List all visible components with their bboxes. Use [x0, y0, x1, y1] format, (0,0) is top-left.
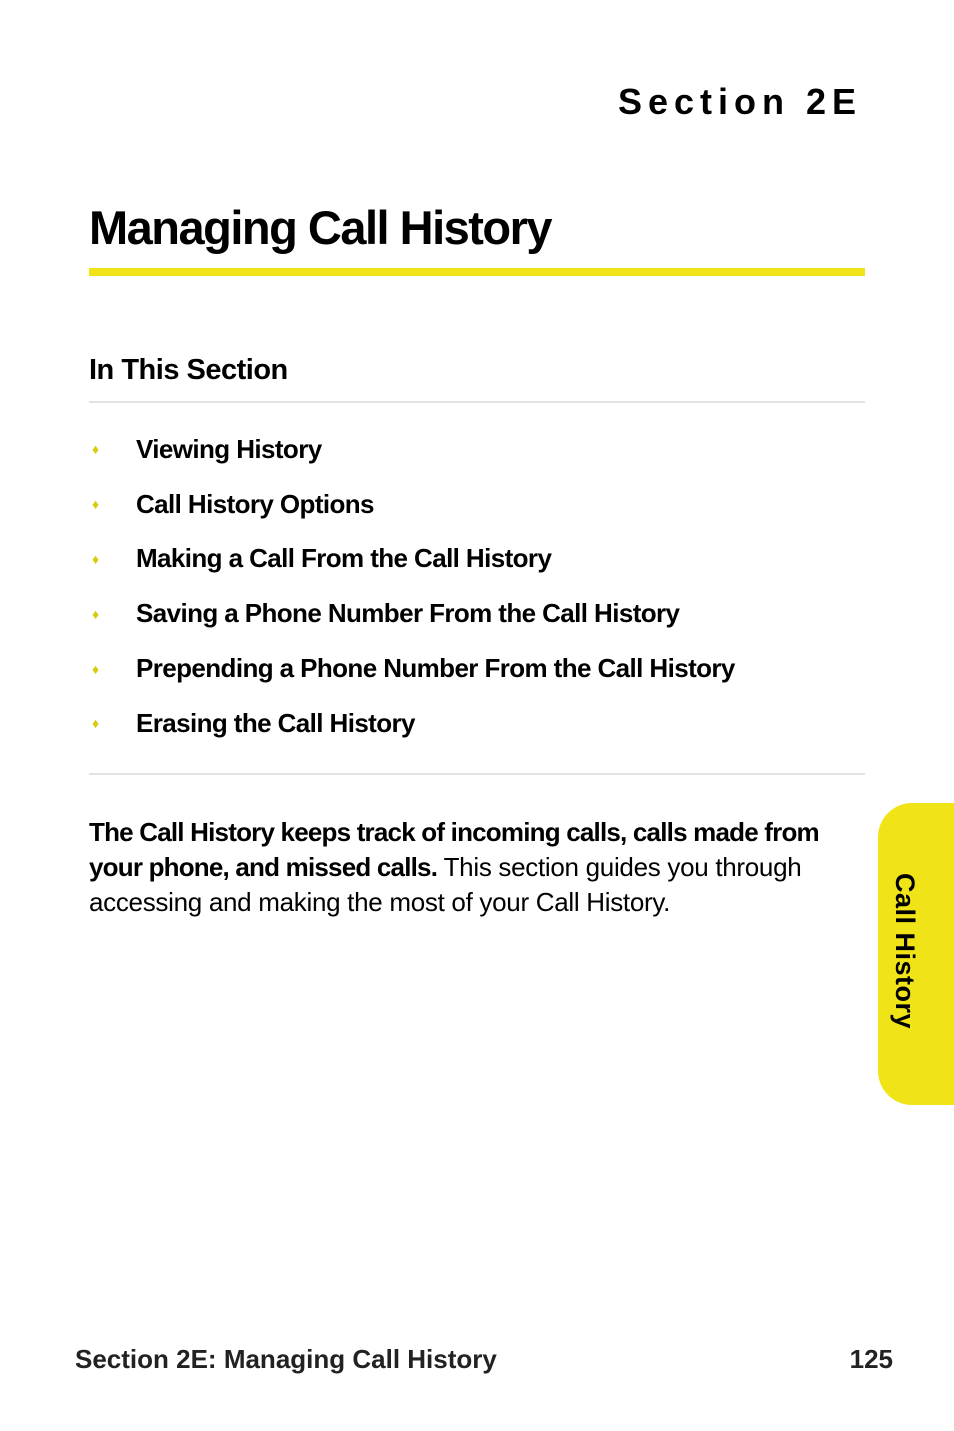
section-label: Section 2E	[617, 81, 862, 122]
section-divider-bottom	[89, 773, 865, 775]
title-underline	[89, 268, 865, 276]
section-divider-top	[89, 401, 865, 403]
diamond-bullet-icon: ♦	[92, 660, 100, 677]
footer-page-number: 125	[849, 1344, 893, 1374]
diamond-bullet-icon: ♦	[92, 605, 100, 622]
topic-label: Call History Options	[136, 488, 374, 519]
side-tab-label: Call History	[890, 873, 920, 1030]
list-item	[89, 422, 735, 477]
topic-label: Saving a Phone Number From the Call History	[136, 598, 680, 629]
topic-label: Making a Call From the Call History	[136, 543, 552, 574]
diamond-bullet-icon: ♦	[92, 715, 100, 732]
intro-regular-text: This section guides you through accessing and making the most of your Call History.	[89, 852, 802, 917]
topic-label: Viewing History	[136, 433, 322, 464]
diamond-bullet-icon: ♦	[92, 550, 100, 567]
list-item	[89, 696, 735, 751]
page-title: Managing Call History	[89, 201, 552, 254]
intro-bold-text: The Call History keeps track of incoming calls, calls made from your phone, and missed calls.	[89, 817, 819, 882]
diamond-bullet-icon: ♦	[92, 496, 100, 513]
in-this-section-heading: In This Section	[89, 354, 288, 386]
topic-label: Prepending a Phone Number From the Call History	[136, 653, 735, 684]
list-item	[89, 586, 735, 641]
diamond-bullet-icon: ♦	[92, 441, 100, 458]
topic-label: Erasing the Call History	[136, 707, 415, 738]
section-topic-list	[89, 422, 735, 751]
chapter-side-tab	[878, 803, 954, 1105]
list-item	[89, 532, 735, 587]
intro-paragraph	[89, 815, 849, 920]
footer-section-title: Section 2E: Managing Call History	[75, 1344, 497, 1374]
list-item	[89, 477, 735, 532]
list-item	[89, 641, 735, 696]
